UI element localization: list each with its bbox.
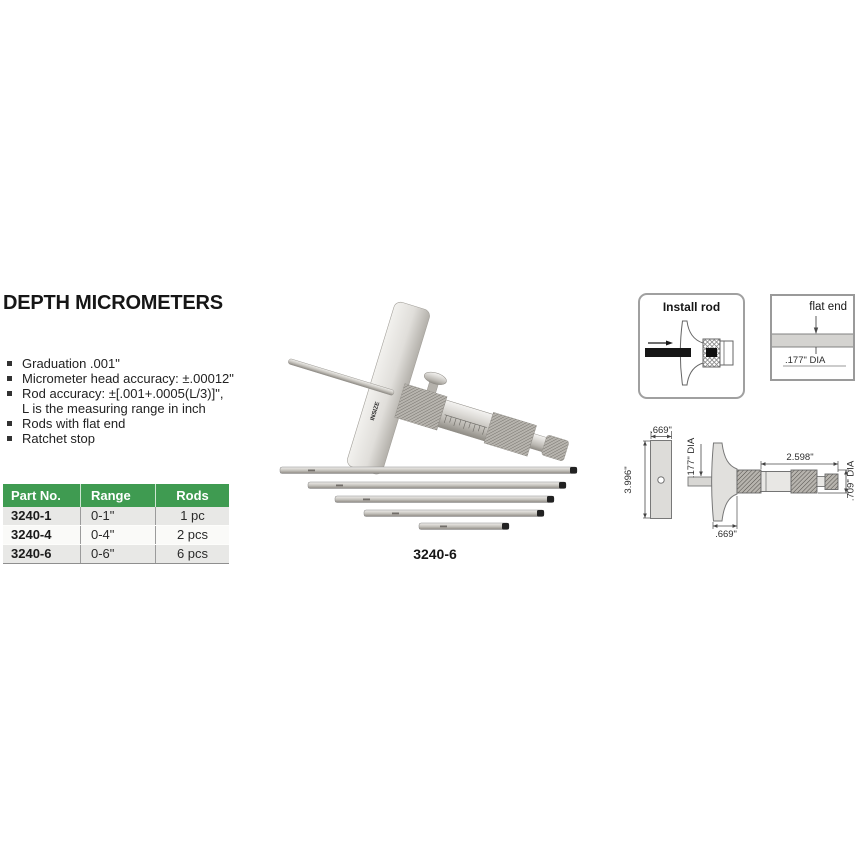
rod bbox=[419, 523, 509, 530]
feature-text: Rod accuracy: ±[.001+.0005(L/3)]", bbox=[22, 386, 224, 401]
product-caption: 3240-6 bbox=[413, 546, 457, 562]
rod bbox=[280, 467, 577, 474]
column-header-part-no: Part No. bbox=[11, 488, 61, 503]
cell-rods: 2 pcs bbox=[155, 526, 229, 544]
base-side bbox=[712, 443, 737, 521]
spec-table bbox=[3, 484, 229, 564]
rod bbox=[364, 510, 544, 517]
cell-range: 0-1" bbox=[80, 507, 155, 525]
rod-dia-dimension: .177" DIA bbox=[785, 355, 826, 366]
rod-dia-dimension: .177" DIA bbox=[686, 437, 697, 479]
feature-item bbox=[4, 356, 254, 371]
base-height-dimension: 3.996" bbox=[623, 466, 634, 494]
feature-list bbox=[4, 356, 254, 446]
base-front-view bbox=[623, 425, 672, 519]
cell-part-no: 3240-4 bbox=[11, 527, 52, 542]
table-row bbox=[3, 544, 229, 563]
rod-hole bbox=[658, 477, 664, 483]
flat-end-box bbox=[770, 294, 855, 381]
feature-text: Graduation .001" bbox=[22, 356, 120, 371]
cell-part-no: 3240-1 bbox=[11, 508, 52, 523]
table-row bbox=[3, 525, 229, 544]
feature-item-continuation bbox=[4, 401, 254, 416]
flat-end-diagram bbox=[772, 296, 853, 379]
spec-table-header bbox=[3, 484, 229, 507]
micrometer-body bbox=[268, 298, 590, 525]
feature-text: Rods with flat end bbox=[22, 416, 126, 431]
rod bbox=[335, 496, 554, 503]
thimble-dia-dimension: .709" DIA bbox=[845, 460, 857, 502]
bullet-square-icon bbox=[7, 391, 12, 396]
page-title: DEPTH MICROMETERS bbox=[3, 292, 223, 314]
base-width-dimension: .669" bbox=[650, 425, 672, 436]
cell-range: 0-6" bbox=[80, 545, 155, 563]
body-length-dimension: 2.598" bbox=[786, 452, 814, 463]
sleeve-scale bbox=[438, 400, 493, 441]
bullet-square-icon bbox=[7, 436, 12, 441]
install-rod-box-title: Install rod bbox=[662, 300, 721, 314]
cell-rods: 1 pc bbox=[155, 507, 229, 525]
micrometer-side-view bbox=[686, 437, 857, 540]
bullet-square-icon bbox=[7, 361, 12, 366]
dimension-drawing bbox=[620, 424, 857, 544]
product-image bbox=[268, 298, 590, 540]
clamp-cap bbox=[720, 341, 733, 365]
bullet-square-icon bbox=[7, 421, 12, 426]
feature-item bbox=[4, 371, 254, 386]
cell-range: 0-4" bbox=[80, 526, 155, 544]
column-header-rods: Rods bbox=[155, 484, 229, 507]
rod-being-installed bbox=[645, 348, 691, 357]
feature-text: L is the measuring range in inch bbox=[22, 401, 206, 416]
cell-part-no: 3240-6 bbox=[11, 546, 52, 561]
feature-item bbox=[4, 431, 254, 446]
extension-rods bbox=[280, 467, 577, 530]
install-direction-arrow-icon bbox=[648, 341, 673, 346]
rod-cross-section bbox=[772, 334, 853, 347]
install-rod-box bbox=[638, 293, 745, 399]
cell-rods: 6 pcs bbox=[155, 545, 229, 563]
flat-end-box-title: flat end bbox=[809, 301, 847, 313]
feature-item bbox=[4, 416, 254, 431]
install-rod-diagram bbox=[640, 315, 743, 395]
base-depth-dimension: .669" bbox=[715, 529, 737, 540]
column-header-range: Range bbox=[80, 484, 155, 507]
rod bbox=[308, 482, 566, 489]
feature-text: Micrometer head accuracy: ±.00012" bbox=[22, 371, 234, 386]
feature-item bbox=[4, 386, 254, 401]
feature-text: Ratchet stop bbox=[22, 431, 95, 446]
table-row bbox=[3, 507, 229, 525]
brand-label: INSIZE bbox=[369, 401, 382, 422]
bullet-square-icon bbox=[7, 376, 12, 381]
